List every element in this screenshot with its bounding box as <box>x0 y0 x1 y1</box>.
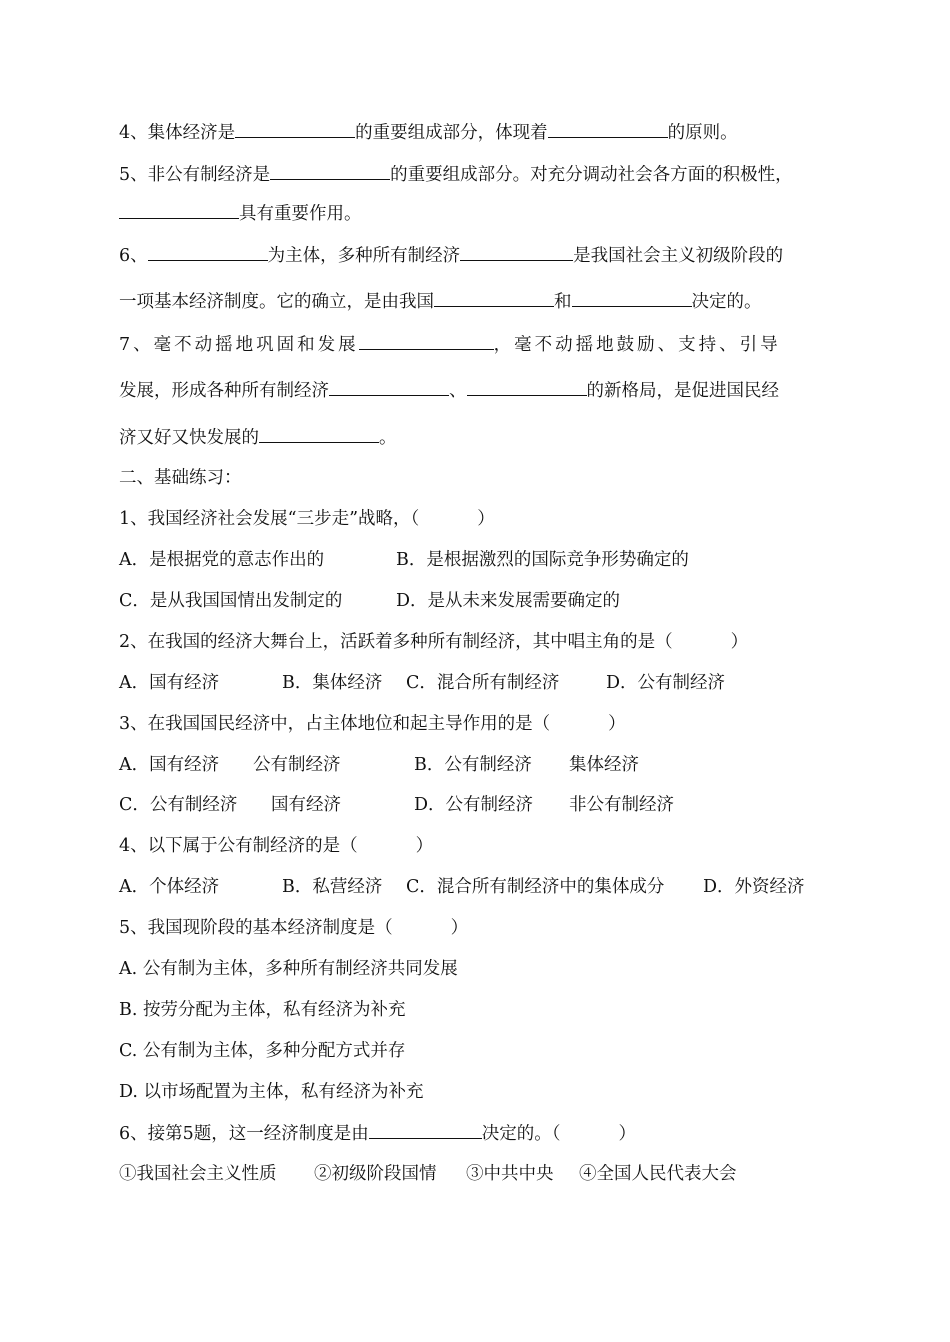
answer-blank[interactable] <box>548 120 668 138</box>
text: 济又好又快发展的 <box>119 428 259 448</box>
option[interactable]: D．公有制经济 <box>606 673 726 693</box>
answer-blank[interactable] <box>329 378 449 396</box>
question-4-options-row <box>119 875 839 899</box>
question-2-options-row <box>119 671 839 695</box>
text: 为主体，多种所有制经济 <box>267 246 461 266</box>
text: 7、毫不动摇地巩固和发展 <box>119 335 359 355</box>
option[interactable]: A．是根据党的意志作出的 <box>119 550 325 570</box>
option[interactable]: D. 以市场配置为主体，私有经济为补充 <box>119 1082 424 1102</box>
text: ） <box>450 918 469 938</box>
question-3-options-row <box>119 793 839 817</box>
option[interactable]: A．国有经济 <box>119 673 220 693</box>
question-1-options-row <box>119 589 839 613</box>
option[interactable]: B．集体经济 <box>282 673 383 693</box>
question-3-stem <box>119 712 839 736</box>
text: 2、在我国的经济大舞台上，活跃着多种所有制经济，其中唱主角的是（ <box>119 632 673 652</box>
option-text: 国有经济 <box>271 795 341 815</box>
text: ） <box>477 509 495 529</box>
fill-question-7-cont <box>119 378 839 403</box>
option[interactable]: C．公有制经济 <box>119 795 238 815</box>
answer-blank[interactable] <box>434 289 554 307</box>
text: 的重要组成部分。对充分调动社会各方面的积极性， <box>390 165 793 185</box>
option-text: 公有制经济 <box>253 755 341 775</box>
text: 决定的。 <box>691 292 762 312</box>
question-6-stem <box>119 1121 839 1146</box>
question-6-options-row <box>119 1162 839 1186</box>
option[interactable]: B．私营经济 <box>282 877 383 897</box>
text: ） <box>608 714 626 734</box>
option[interactable]: D．外资经济 <box>703 877 805 897</box>
option[interactable]: A. 公有制为主体，多种所有制经济共同发展 <box>119 959 458 979</box>
text: 具有重要作用。 <box>239 204 362 224</box>
text: 1、我国经济社会发展“三步走”战略，（ <box>119 509 420 529</box>
text: 6、 <box>119 246 148 266</box>
option[interactable]: ③中共中央 <box>466 1164 554 1184</box>
answer-blank[interactable] <box>467 378 587 396</box>
section-title: 二、基础练习： <box>119 468 242 488</box>
answer-blank[interactable] <box>148 243 268 261</box>
option[interactable]: ④全国人民代表大会 <box>579 1164 737 1184</box>
text: 5、非公有制经济是 <box>119 165 271 185</box>
text: ） <box>415 836 434 856</box>
option[interactable]: B．公有制经济 <box>414 755 532 775</box>
text: 是我国社会主义初级阶段的 <box>573 246 784 266</box>
option[interactable]: C．混合所有制经济 <box>406 673 560 693</box>
text: ） <box>618 1124 637 1144</box>
question-4-stem <box>119 834 839 858</box>
option[interactable]: A．个体经济 <box>119 877 220 897</box>
answer-blank[interactable] <box>259 425 379 443</box>
text: 的新格局，是促进国民经 <box>586 381 779 401</box>
text: 发展，形成各种所有制经济 <box>119 381 329 401</box>
answer-blank[interactable] <box>369 1121 482 1139</box>
text: ） <box>730 632 749 652</box>
fill-question-7 <box>119 332 839 357</box>
text: 的重要组成部分，体现着 <box>355 123 548 143</box>
option-text: 非公有制经济 <box>569 795 674 815</box>
answer-blank[interactable] <box>572 289 692 307</box>
text: 。 <box>379 428 397 448</box>
text: 和 <box>554 292 572 312</box>
answer-blank[interactable] <box>460 243 573 261</box>
fill-question-5 <box>119 162 839 187</box>
option-text: 集体经济 <box>569 755 639 775</box>
question-1-stem <box>119 507 839 531</box>
text: 的原则。 <box>667 123 738 143</box>
text: 4、集体经济是 <box>119 123 236 143</box>
fill-question-4 <box>119 120 839 145</box>
fill-question-7-cont2 <box>119 425 839 450</box>
question-5-stem <box>119 916 839 940</box>
question-2-stem <box>119 630 839 654</box>
fill-question-5-cont <box>119 201 839 226</box>
text: 一项基本经济制度。它的确立，是由我国 <box>119 292 434 312</box>
option[interactable]: A．国有经济 <box>119 755 220 775</box>
text: 4、以下属于公有制经济的是（ <box>119 836 358 856</box>
answer-blank[interactable] <box>270 162 390 180</box>
question-3-options-row <box>119 753 839 777</box>
fill-question-6 <box>119 243 839 268</box>
option[interactable]: D．是从未来发展需要确定的 <box>396 591 621 611</box>
text: 决定的。（ <box>481 1124 561 1144</box>
option[interactable]: ①我国社会主义性质 <box>119 1164 277 1184</box>
answer-blank[interactable] <box>359 332 494 350</box>
option[interactable]: B．是根据激烈的国际竞争形势确定的 <box>396 550 689 570</box>
fill-question-6-cont <box>119 289 839 314</box>
answer-blank[interactable] <box>235 120 355 138</box>
text: 6、接第5题，这一经济制度是由 <box>119 1124 369 1144</box>
option[interactable]: C. 公有制为主体，多种分配方式并存 <box>119 1041 406 1061</box>
option[interactable]: B. 按劳分配为主体，私有经济为补充 <box>119 1000 406 1020</box>
option[interactable]: D．公有制经济 <box>414 795 534 815</box>
option[interactable]: ②初级阶段国情 <box>314 1164 437 1184</box>
option[interactable]: C．是从我国国情出发制定的 <box>119 591 343 611</box>
answer-blank[interactable] <box>119 201 239 219</box>
text: ，毫不动摇地鼓励、支持、引导 <box>493 335 781 355</box>
text: 5、我国现阶段的基本经济制度是（ <box>119 918 393 938</box>
text: 3、在我国国民经济中，占主体地位和起主导作用的是（ <box>119 714 551 734</box>
option[interactable]: C．混合所有制经济中的集体成分 <box>406 877 665 897</box>
text: 、 <box>449 381 467 401</box>
question-1-options-row <box>119 548 839 572</box>
